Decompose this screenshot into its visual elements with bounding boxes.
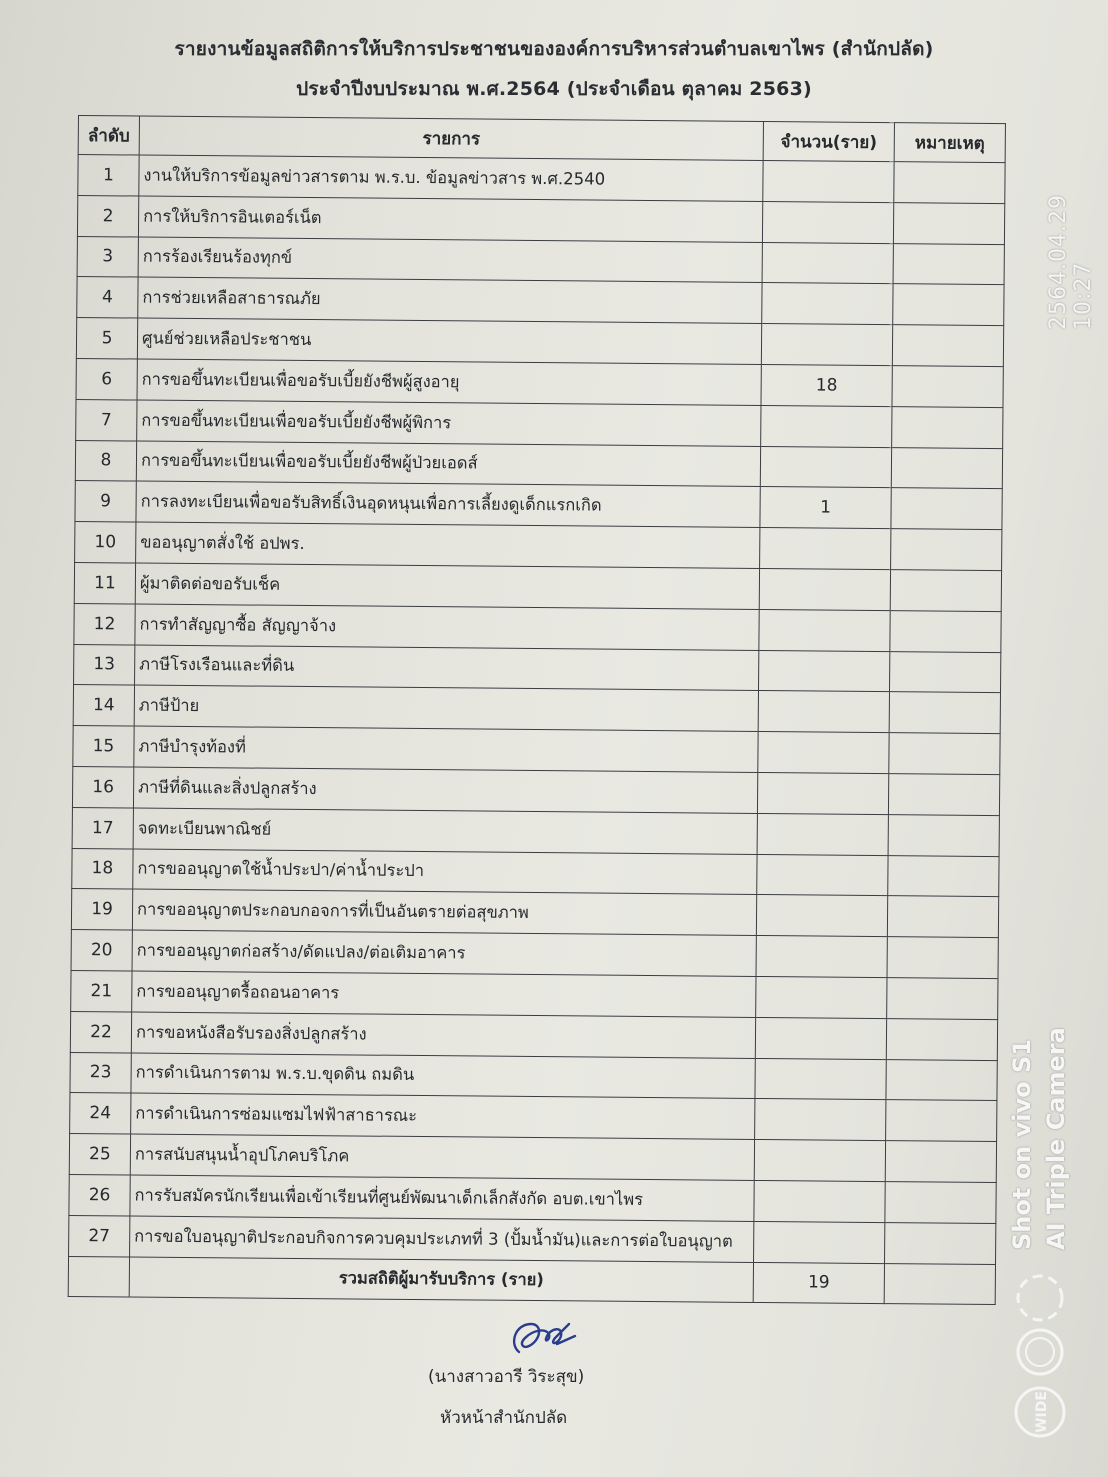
row-count: 1	[760, 487, 891, 529]
row-number: 25	[69, 1134, 130, 1175]
row-number: 2	[77, 195, 138, 236]
statistics-table	[68, 115, 1006, 1305]
row-item: ภาษีบำรุงท้องที่	[134, 726, 758, 772]
row-number: 19	[71, 889, 132, 930]
report-title: รายงานข้อมูลสถิติการให้บริการประชาชนขององค์การบริหารส่วนตำบลเขาไพร (สำนักปลัด)	[174, 38, 934, 60]
row-count	[762, 242, 893, 284]
photo-timestamp: 2564.04.29 10:27	[1046, 194, 1096, 330]
signature-mark	[505, 1314, 585, 1360]
row-number: 17	[72, 807, 133, 848]
row-count	[760, 528, 891, 570]
total-blank-cell	[68, 1256, 129, 1297]
row-note	[886, 1100, 997, 1142]
row-number: 13	[74, 644, 135, 685]
row-item: ศูนย์ช่วยเหลือประชาชน	[137, 318, 761, 364]
row-count	[756, 895, 887, 937]
row-item: การลงทะเบียนเพื่อขอรับสิทธิ์เงินอุดหนุนเพื่อการเลี้ยงดูเด็กแรกเกิด	[136, 481, 760, 527]
header-count: จำนวน(ราย)	[763, 121, 894, 161]
row-count	[759, 609, 890, 651]
row-count	[761, 405, 892, 447]
row-item: งานให้บริการข้อมูลข่าวสารตาม พ.ร.บ. ข้อมูลข่าวสาร พ.ศ.2540	[139, 155, 763, 201]
row-number: 27	[69, 1215, 130, 1256]
row-note	[889, 651, 1000, 693]
row-number: 22	[70, 1011, 131, 1052]
row-number: 26	[69, 1174, 130, 1215]
row-item: การดำเนินการซ่อมแซมไฟฟ้าสาธารณะ	[131, 1093, 755, 1139]
row-number: 12	[74, 603, 135, 644]
row-number: 20	[71, 930, 132, 971]
row-count	[759, 568, 890, 610]
row-number: 23	[70, 1052, 131, 1093]
row-item: ภาษีป้าย	[134, 685, 758, 731]
row-count	[754, 1221, 885, 1263]
row-number: 16	[72, 766, 133, 807]
row-note	[892, 366, 1003, 408]
row-item: การขอขึ้นทะเบียนเพื่อขอรับเบี้ยยังชีพผู้พิการ	[137, 400, 761, 446]
row-item: การขอใบอนุญาติประกอบกิจการควบคุมประเภทที่ 3 (ปั้มน้ำมัน)และการต่อใบอนุญาต	[130, 1216, 754, 1262]
row-note	[893, 202, 1004, 244]
row-item: จดทะเบียนพาณิชย์	[133, 808, 757, 854]
row-number: 15	[73, 726, 134, 767]
row-count	[756, 976, 887, 1018]
row-number: 10	[75, 522, 136, 563]
row-number: 9	[75, 481, 136, 522]
row-item: การทำสัญญาซื้อ สัญญาจ้าง	[135, 604, 759, 650]
row-count	[754, 1140, 885, 1182]
row-count: 18	[761, 364, 892, 406]
row-number: 7	[76, 399, 137, 440]
camera-watermark-model: Shot on vivo S1	[1008, 1039, 1036, 1250]
row-note	[885, 1222, 996, 1264]
row-count	[762, 283, 893, 325]
row-count	[758, 732, 889, 774]
row-count	[757, 772, 888, 814]
row-note	[893, 284, 1004, 326]
row-note	[888, 774, 999, 816]
row-count	[754, 1180, 885, 1222]
row-item: การให้บริการอินเตอร์เน็ต	[138, 196, 762, 242]
row-number: 18	[72, 848, 133, 889]
row-count	[763, 160, 894, 202]
camera-watermark-feature: AI Triple Camera	[1042, 1027, 1070, 1250]
row-number: 5	[76, 318, 137, 359]
row-item: การร้องเรียนร้องทุกข์	[138, 237, 762, 283]
row-note	[886, 1018, 997, 1060]
row-number: 4	[77, 277, 138, 318]
row-note	[889, 733, 1000, 775]
row-count	[761, 324, 892, 366]
row-number: 21	[71, 970, 132, 1011]
table-body	[69, 155, 1006, 1265]
row-note	[892, 325, 1003, 367]
row-number: 6	[76, 358, 137, 399]
row-note	[891, 529, 1002, 571]
row-count	[755, 1099, 886, 1141]
row-note	[891, 447, 1002, 489]
row-item: การช่วยเหลือสาธารณภัย	[138, 277, 762, 323]
row-count	[759, 650, 890, 692]
row-count	[757, 854, 888, 896]
row-note	[885, 1182, 996, 1224]
row-note	[891, 488, 1002, 530]
row-note	[888, 814, 999, 856]
header-item: รายการ	[139, 116, 763, 160]
header-note: หมายเหตุ	[894, 123, 1005, 163]
report-subtitle: ประจำปีงบประมาณ พ.ศ.2564 (ประจำเดือน ตุลาคม 2563)	[296, 78, 812, 100]
row-note	[887, 896, 998, 938]
row-item: การขอขึ้นทะเบียนเพื่อขอรับเบี้ยยังชีพผู้ป่วยเอดส์	[136, 441, 760, 487]
header-no: ลำดับ	[78, 116, 139, 156]
row-count	[758, 691, 889, 733]
row-item: ผู้มาติดต่อขอรับเช็ค	[135, 563, 759, 609]
row-item: ภาษีที่ดินและสิ่งปลูกสร้าง	[133, 767, 757, 813]
row-item: การขออนุญาตก่อสร้าง/ดัดแปลง/ต่อเติมอาคาร	[132, 930, 756, 976]
row-note	[890, 610, 1001, 652]
row-item: การขออนุญาตรื้อถอนอาคาร	[132, 971, 756, 1017]
row-item: ขออนุญาตสั่งใช้ อปพร.	[136, 522, 760, 568]
row-item: การขอหนังสือรับรองสิ่งปลูกสร้าง	[131, 1012, 755, 1058]
total-note	[884, 1263, 995, 1305]
row-count	[755, 1058, 886, 1100]
row-item: การดำเนินการตาม พ.ร.บ.ขุดดิน ถมดิน	[131, 1053, 755, 1099]
row-count	[756, 936, 887, 978]
row-item: ภาษีโรงเรือนและที่ดิน	[135, 645, 759, 691]
row-note	[887, 978, 998, 1020]
row-note	[894, 162, 1005, 204]
row-note	[892, 406, 1003, 448]
total-count: 19	[753, 1262, 884, 1304]
row-count	[762, 201, 893, 243]
row-item: การขอขึ้นทะเบียนเพื่อขอรับเบี้ยยังชีพผู้สูงอายุ	[137, 359, 761, 405]
row-number: 11	[74, 562, 135, 603]
row-note	[886, 1059, 997, 1101]
row-note	[893, 243, 1004, 285]
signer-position: หัวหน้าสำนักปลัด	[440, 1408, 568, 1428]
row-note	[887, 937, 998, 979]
table-total-row	[68, 1256, 995, 1305]
row-note	[889, 692, 1000, 734]
row-count	[755, 1017, 886, 1059]
signer-name: (นางสาวอารี วิระสุข)	[428, 1367, 585, 1387]
row-note	[888, 855, 999, 897]
row-note	[885, 1141, 996, 1183]
camera-lens-icon	[1008, 1270, 1072, 1450]
row-number: 8	[75, 440, 136, 481]
row-item: การขออนุญาตใช้น้ำประปา/ค่าน้ำประปา	[133, 849, 757, 895]
row-item: การขออนุญาตประกอบกอจการที่เป็นอันตรายต่อสุขภาพ	[132, 889, 756, 935]
row-count	[760, 446, 891, 488]
row-note	[890, 570, 1001, 612]
row-item: การรับสมัครนักเรียนเพื่อเข้าเรียนที่ศูนย์พัฒนาเด็กเล็กสังกัด อบต.เขาไพร	[130, 1175, 754, 1221]
row-item: การสนับสนุนน้ำอุปโภคบริโภค	[130, 1134, 754, 1180]
row-number: 3	[77, 236, 138, 277]
total-label: รวมสถิติผู้มารับบริการ (ราย)	[129, 1257, 753, 1303]
row-number: 24	[70, 1093, 131, 1134]
row-number: 1	[78, 155, 139, 196]
wide-badge-label: WIDE	[1034, 1391, 1050, 1433]
row-count	[757, 813, 888, 855]
row-number: 14	[73, 685, 134, 726]
